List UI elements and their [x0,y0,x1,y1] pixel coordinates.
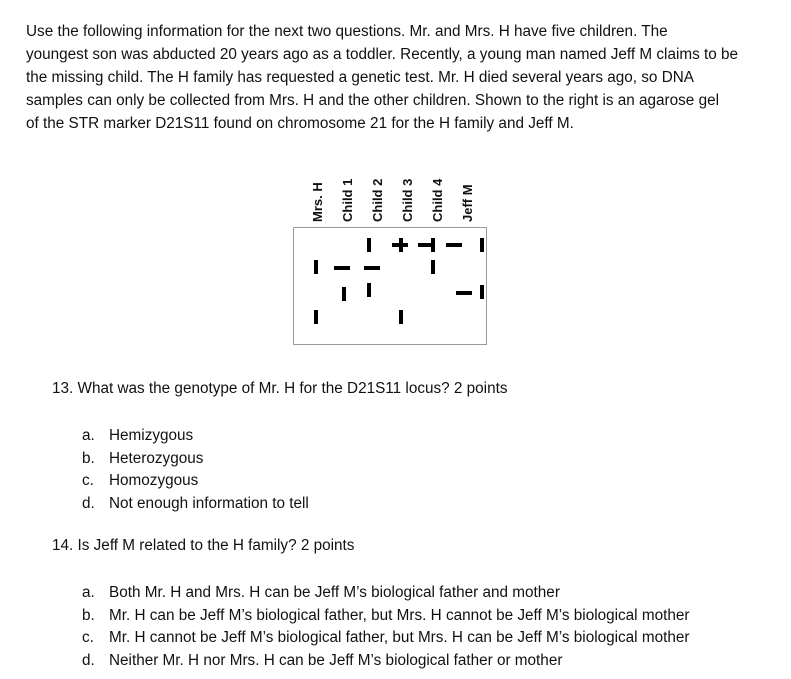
gel-band [431,260,435,274]
gel-band [399,238,403,252]
gel-band [399,310,403,324]
lane-label-child-3: Child 3 [400,178,415,222]
gel-figure [293,160,493,350]
lane-label-child-4: Child 4 [430,178,445,222]
question-14-options [82,582,689,672]
gel-band [480,285,484,299]
intro-line: Use the following information for the next two questions. Mr. and Mrs. H have five children. The [26,23,668,40]
lane-label-mrs-h: Mrs. H [310,182,325,222]
lane-label-jeff-m: Jeff M [460,184,475,222]
option: c. Homozygous [82,472,199,489]
gel-band [334,266,350,270]
gel-band [364,266,380,270]
gel-band [342,287,346,301]
intro-line: samples can only be collected from Mrs. H and the other children. Shown to the right is an agarose gel [26,92,719,109]
gel-band [480,238,484,252]
option: d. Not enough information to tell [82,494,309,512]
gel-band [446,243,462,247]
lane-label-child-1: Child 1 [340,178,355,222]
gel-band [367,238,371,252]
option: d. Neither Mr. H nor Mrs. H can be Jeff M’s biological father or mother [82,651,563,669]
agarose-gel [293,227,487,345]
intro-paragraph [26,20,766,135]
option: a. Both Mr. H and Mrs. H can be Jeff M’s biological father and mother [82,584,560,601]
question-13-options [82,425,309,515]
option: a. Hemizygous [82,427,194,444]
gel-band [314,260,318,274]
lane-label-child-2: Child 2 [370,178,385,222]
option: b. Heterozygous [82,449,204,467]
intro-line: youngest son was abducted 20 years ago as a toddler. Recently, a young man named Jeff M claims to be [26,46,739,63]
intro-line: the missing child. The H family has requested a genetic test. Mr. H died several years ago, so DNA [26,69,694,86]
option: c. Mr. H cannot be Jeff M’s biological father, but Mrs. H can be Jeff M’s biological mother [82,629,690,646]
question-13: 13. What was the genotype of Mr. H for the D21S11 locus? 2 points [52,380,508,397]
gel-band [314,310,318,324]
question-14: 14. Is Jeff M related to the H family? 2 points [52,537,355,554]
gel-band [367,283,371,297]
intro-line: of the STR marker D21S11 found on chromosome 21 for the H family and Jeff M. [26,115,574,132]
option: b. Mr. H can be Jeff M’s biological father, but Mrs. H cannot be Jeff M’s biological mother [82,606,690,624]
gel-band [456,291,472,295]
gel-band [431,238,435,252]
